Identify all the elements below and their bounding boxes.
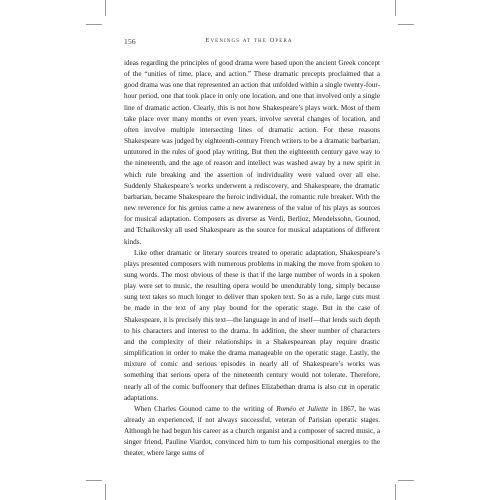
crop-mark xyxy=(398,480,414,481)
crop-mark xyxy=(105,484,106,500)
opera-title: Roméo et Juliette xyxy=(276,404,329,413)
crop-mark xyxy=(395,484,396,500)
crop-mark xyxy=(86,24,102,25)
body-text xyxy=(124,58,380,460)
crop-mark xyxy=(398,24,414,25)
page-number: 156 xyxy=(124,37,136,46)
paragraph-text: Like other dramatic or literary sources treated to operatic adaptation, Shakespeare’s plays presented composers with numerous problems in making the move from spoken to sung words. The most obvious of these is that if the large number of words in a spoken play were set to music, the resulting opera would be unendurably long, simply because sung text takes so much longer to deliver than spoken text. So as a rule, large cuts must be made in the text of any play bound for the operatic stage. But in the case of Shakespeare, it is precisely this text—the language in and of itself—that lends such depth to his characters and interest to the drama. In addition, the sheer number of characters and the complexity of their relationships in a Shakespearean play require drastic simplification in order to make the drama manageable on the operatic stage. Lastly, the mixture of comic and serious episodes in nearly all of Shakespeare’s works was something that serious opera of the nineteenth century would not tolerate. Therefore, nearly all of the comic buffoonery that defines Elizabethan drama is also cut in operatic adaptations. xyxy=(124,248,380,402)
crop-mark xyxy=(86,480,102,481)
running-head xyxy=(124,37,374,49)
paragraph-text: When Charles Gounod came to the writing of xyxy=(134,404,277,413)
paragraph-text: in 1867, he was already an experienced, if not always successful, veteran of Parisian operatic stages. Although he had begun his career as a church organist and a composer of sacred music, a singer friend, Pauline Viardot, convinced him to turn his compositional energies to the theater, where large sums of xyxy=(124,404,380,458)
paragraph xyxy=(124,248,380,404)
crop-mark xyxy=(395,0,396,16)
running-title: Evenings at the Opera xyxy=(205,37,293,44)
paragraph xyxy=(124,58,380,248)
paragraph xyxy=(124,404,380,460)
paragraph-text: ideas regarding the principles of good drama were based upon the ancient Greek concept of the “unities of time, place, and action.” These dramatic precepts proclaimed that a good drama was one that represented an action that unfolded within a single twenty-four-hour period, one that took place in only one location, and one that involved only a single line of dramatic action. Clearly, this is not how Shakespeare’s plays work. Most of them take place over many months or even years, involve several changes of location, and often involve multiple intersecting lines of dramatic action. For these reasons Shakespeare was judged by eighteenth-century French writers to be a dramatic barbarian, untutored in the rules of good play writing. But then the eighteenth century gave way to the nineteenth, and the age of reason and intellect was washed away by a new spirit in which rule breaking and the assertion of individuality were valued over all else. Suddenly Shakespeare’s works underwent a rediscovery, and Shakespeare, the dramatic barbarian, became Shakespeare the heroic individual, the romantic rule breaker. With the new reverence for his genius came a new awareness of the value of his plays as sources for musical adaptation. Composers as diverse as Verdi, Berlioz, Mendelssohn, Gounod, and Tchaikovsky all used Shakespeare as the source for musical adaptations of different kinds. xyxy=(124,59,380,246)
crop-mark xyxy=(105,0,106,16)
